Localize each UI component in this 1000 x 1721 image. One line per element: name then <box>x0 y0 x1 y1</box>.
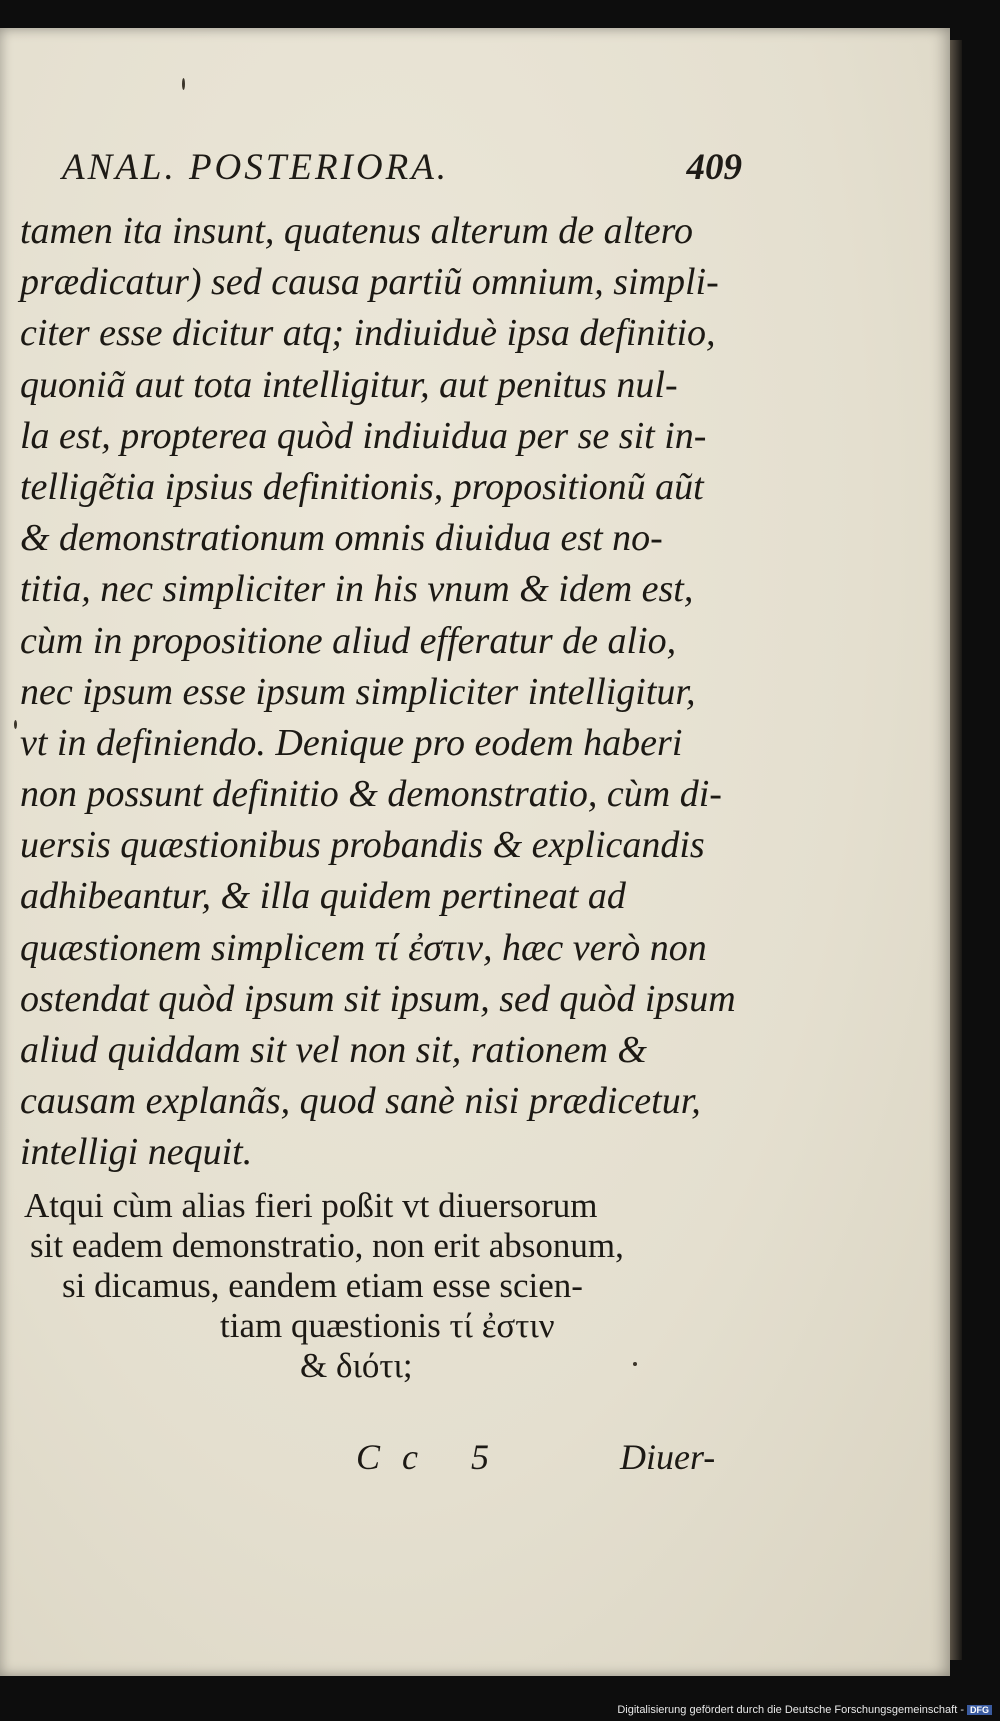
italic-text-block <box>20 206 736 1179</box>
page-edge-shadow <box>950 40 962 1660</box>
text-line: si dicamus, eandem etiam esse scien- <box>62 1266 583 1305</box>
text-line: adhibeantur, & illa quidem pertineat ad <box>20 875 626 918</box>
page-footer <box>0 1436 950 1486</box>
text-line: prædicatur) sed causa partiũ omnium, simpli- <box>20 261 719 304</box>
text-line: non possunt definitio & demonstratio, cùm di- <box>20 773 722 816</box>
text-line: sit eadem demonstratio, non erit absonum, <box>30 1226 624 1265</box>
text-line: uersis quæstionibus probandis & explicandis <box>20 824 705 867</box>
paper-speck <box>182 78 185 90</box>
text-line: nec ipsum esse ipsum simpliciter intelligitur, <box>20 670 696 713</box>
dfg-logo-badge: DFG <box>967 1705 992 1715</box>
page-number: 409 <box>686 147 742 188</box>
text-line: & demonstrationum omnis diuidua est no- <box>20 517 663 560</box>
text-line: ostendat quòd ipsum sit ipsum, sed quòd ipsum <box>20 977 736 1020</box>
text-line: quoniã aut tota intelligitur, aut penitus nul- <box>20 363 678 406</box>
signature-mark: Cc 5 <box>356 1437 511 1477</box>
digitization-credit <box>617 1704 992 1716</box>
roman-text-block <box>24 1186 734 1386</box>
page-header <box>62 146 742 194</box>
text-line: vt in definiendo. Denique pro eodem haberi <box>20 721 683 764</box>
text-line: citer esse dicitur atq; indiuiduè ipsa definitio, <box>20 312 716 355</box>
text-line: cùm in propositione aliud efferatur de alio, <box>20 619 677 662</box>
text-line: quæstionem simplicem τί ἐστιν, hæc verò non <box>20 926 707 969</box>
text-line: la est, propterea quòd indiuidua per se sit in- <box>20 414 707 457</box>
credit-text: Digitalisierung gefördert durch die Deutsche Forschungsgemeinschaft - <box>617 1704 964 1716</box>
paper-speck <box>14 720 17 729</box>
running-title: ANAL. POSTERIORA. <box>62 147 450 188</box>
text-line: aliud quiddam sit vel non sit, rationem & <box>20 1029 647 1071</box>
text-line: Atqui cùm alias fieri poßit vt diuersorum <box>24 1186 598 1225</box>
text-line: telligẽtia ipsius definitionis, propositionũ aũt <box>20 465 704 508</box>
text-line: intelligi nequit. <box>20 1131 253 1174</box>
paper-speck <box>633 1362 637 1366</box>
catchword: Diuer- <box>620 1437 716 1477</box>
text-line: tamen ita insunt, quatenus alterum de altero <box>20 210 694 252</box>
text-line: titia, nec simpliciter in his vnum & idem est, <box>20 568 694 611</box>
text-line: causam explanãs, quod sanè nisi prædicetur, <box>20 1080 701 1123</box>
text-line: & διότι; <box>300 1346 413 1385</box>
text-line: tiam quæstionis τί ἐστιν <box>220 1306 555 1345</box>
